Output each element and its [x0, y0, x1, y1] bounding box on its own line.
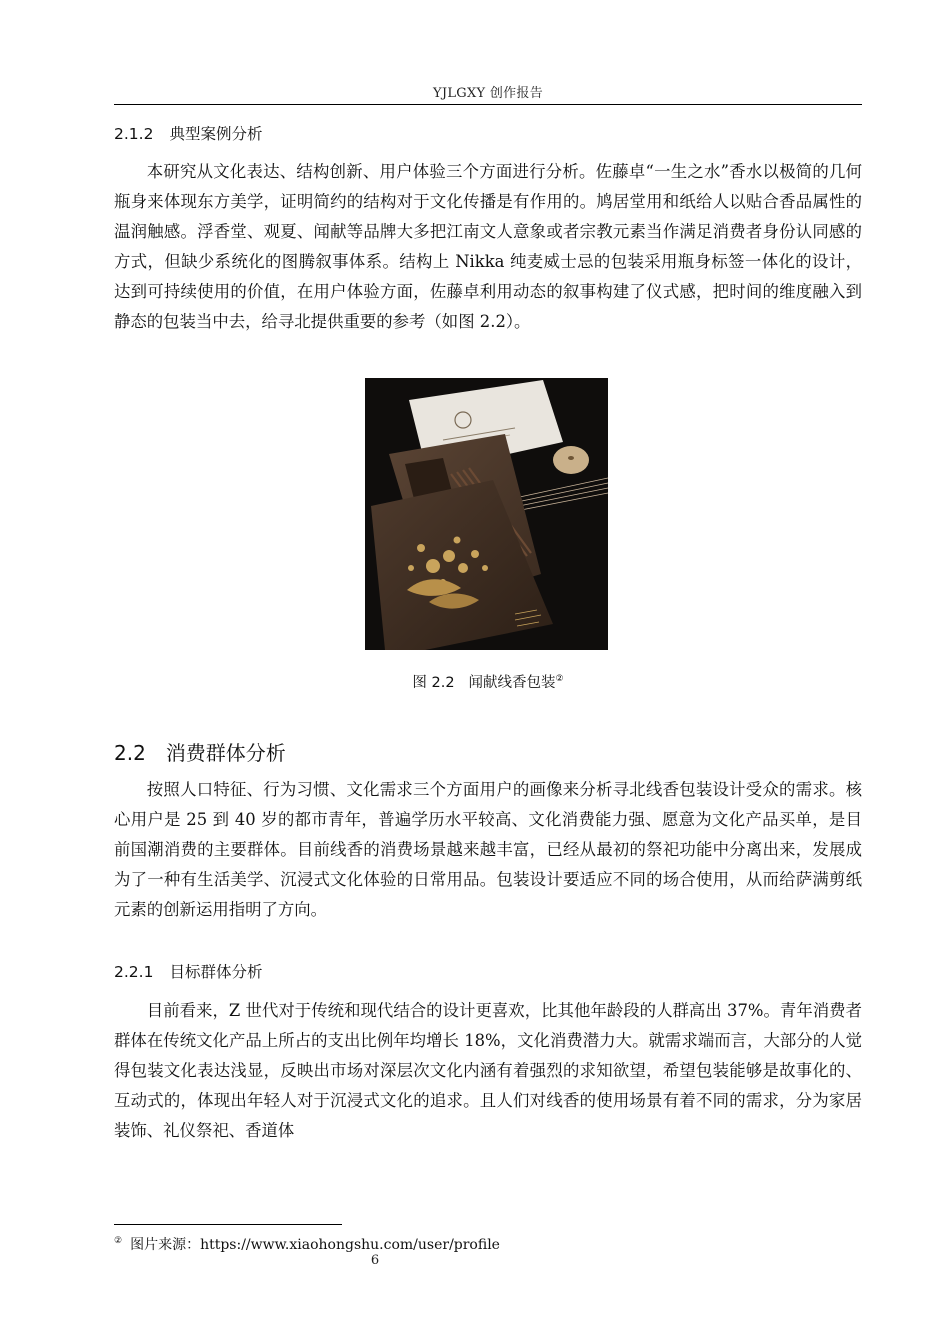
footnote-rule [114, 1224, 342, 1225]
page-header: YJLGXY 创作报告 [432, 86, 544, 101]
section-heading-2-2 [114, 737, 286, 766]
section-number: 2.1.2 [114, 125, 154, 143]
paragraph-case-analysis: 本研究从文化表达、结构创新、用户体验三个方面进行分析。佐藤卓“一生之水”香水以极简的几何瓶身来体现东方美学，证明简约的结构对于文化传播是有作用的。鸠居堂用和纸给人以贴合香品属性的温润触感。浮香堂、观夏、闻献等品牌大多把江南文人意象或者宗教元素当作满足消费者身份认同感的方式，但缺少系统化的图腾叙事体系。结构上 Nikka 纯麦威士忌的包装采用瓶身标签一体化的设计，达到可持续使用的价值，在用户体验方面，佐藤卓利用动态的叙事构建了仪式感，把时间的维度融入到静态的包装当中去，给寻北提供重要的参考（如图 2.2）。 [114, 162, 862, 331]
incense-packaging-photo [365, 378, 608, 650]
section-number: 2.2.1 [114, 963, 154, 981]
section-heading-2-2-1 [114, 960, 262, 982]
section-number: 2.2 [114, 741, 146, 765]
page-number: 6 [370, 1253, 380, 1268]
figure-caption-text: 闻献线香包装 [468, 675, 556, 691]
section-title: 消费群体分析 [165, 741, 286, 765]
header-rule [114, 104, 862, 105]
paragraph-target-group: 目前看来，Z 世代对于传统和现代结合的设计更喜欢，比其他年龄段的人群高出 37%。青年消费者群体在传统文化产品上所占的支出比例年均增长 18%，文化消费潜力大。就需求端而言，大部分的人觉得包装文化表达浅显，反映出市场对深层次文化内涵有着强烈的求知欲望，希望包装能够是故事化的、互动式的，体现出年轻人对于沉浸式文化的追求。且人们对线香的使用场景有着不同的需求，分为家居装饰、礼仪祭祀、香道体 [114, 1001, 862, 1140]
footnote-reference: ② [555, 674, 564, 685]
section-heading-2-1-2 [114, 122, 262, 144]
footnote-text: 图片来源：https://www.xiaohongshu.com/user/profile [130, 1237, 500, 1253]
footnote [114, 1234, 500, 1254]
section-title: 目标群体分析 [169, 963, 263, 981]
footnote-mark: ② [114, 1236, 123, 1247]
section-title: 典型案例分析 [169, 125, 263, 143]
figure-caption [114, 671, 862, 692]
figure-number: 图 2.2 [412, 675, 455, 691]
paragraph-consumer-analysis: 按照人口特征、行为习惯、文化需求三个方面用户的画像来分析寻北线香包装设计受众的需求。核心用户是 25 到 40 岁的都市青年，普遍学历水平较高、文化消费能力强、愿意为文化产品买单，是目前国潮消费的主要群体。目前线香的消费场景越来越丰富，已经从最初的祭祀功能中分离出来，发展成为了一种有生活美学、沉浸式文化体验的日常用品。包装设计要适应不同的场合使用，从而给萨满剪纸元素的创新运用指明了方向。 [114, 780, 862, 919]
